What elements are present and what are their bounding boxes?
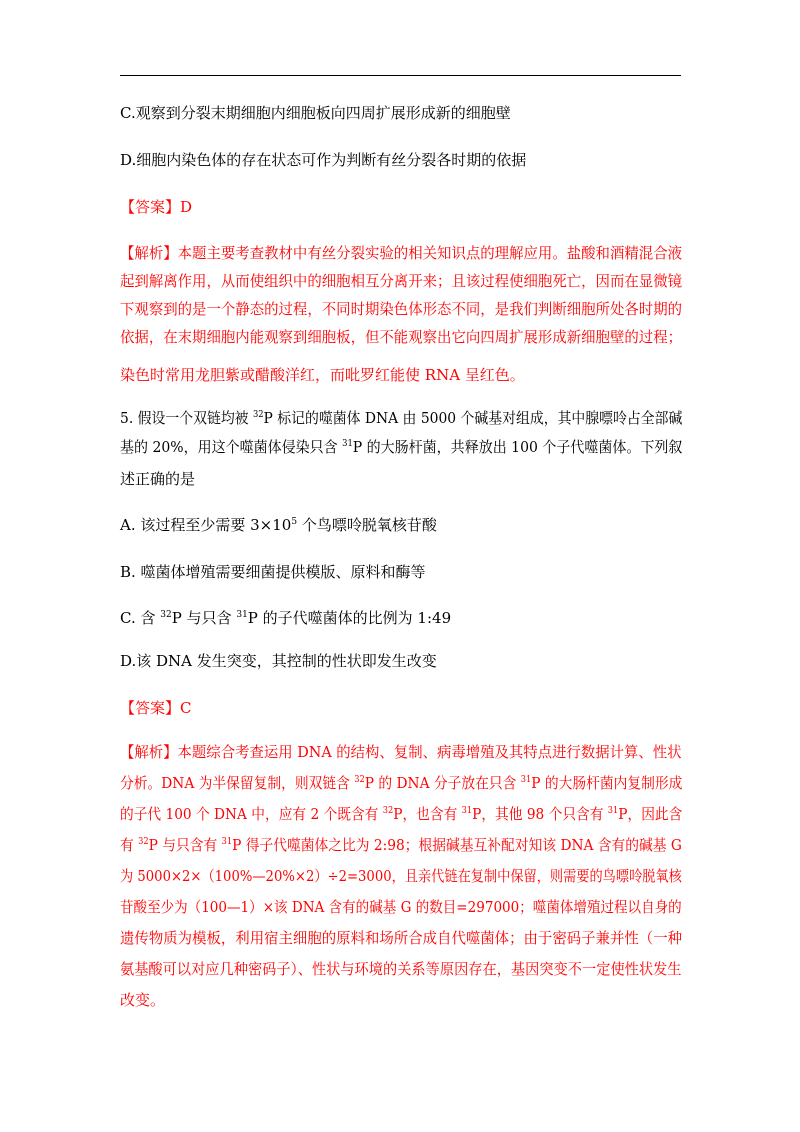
option-c: C. 含 $^{32}$P 与只含 $^{31}$P 的子代噬菌体的比例为 1:49 [120,609,452,627]
option-d-prev: D.细胞内染色体的存在状态可作为判断有丝分裂各时期的依据 [120,151,527,169]
question-5-line-3: 述正确的是 [120,470,196,488]
header-rule [120,75,681,76]
analysis-1-line-3: 下观察到的是一个静态的过程，不同时期染色体形态不同，是我们判断细胞所处各时期的 [120,300,683,318]
option-a: A. 该过程至少需要 $3\times 10^5$ 个鸟嘌呤脱氧核苷酸 [120,516,437,534]
analysis-1-line-5: 染色时常用龙胆紫或醋酸洋红，而吡罗红能使 RNA 呈红色。 [120,366,525,384]
analysis-1-line-2: 起到解离作用，从而使组织中的细胞相互分离开来；且该过程使细胞死亡，因而在显微镜 [120,272,683,290]
analysis-2-line-4: 有 $^{32}$P 与只含有 $^{31}$P 得子代噬菌体之比为 2:98；根据碱基互补配对知该 DNA 含有的碱基 G [120,836,682,854]
analysis-2-line-5: 为 5000×2×（100%—20%×2）÷2=3000，且亲代链在复制中保留，则需要的鸟嘌呤脱氧核 [120,867,682,885]
analysis-2-line-8: 氨基酸可以对应几种密码子）、性状与环境的关系等原因存在，基因突变不一定使性状发生 [120,960,682,978]
analysis-2-line-9: 改变。 [120,991,166,1009]
analysis-1-line-4: 依据，在末期细胞内能观察到细胞板，但不能观察出它向四周扩展形成新细胞壁的过程； [120,328,683,346]
analysis-2-line-7: 遗传物质为模板，利用宿主细胞的原料和场所合成自代噬菌体；由于密码子兼并性（一种 [120,929,683,947]
analysis-2-line-6: 苷酸至少为（100—1）×该 DNA 含有的碱基 G 的数目=297000；噬菌体增殖过程以自身的 [120,898,682,916]
option-d: D.该 DNA 发生突变，其控制的性状即发生改变 [120,652,437,670]
question-5-line-1: 5. 假设一个双链均被 $^{32}$P 标记的噬菌体 DNA 由 5000 个碱基对组成，其中腺嘌呤占全部碱 [120,409,683,427]
analysis-1-line-1: 【解析】本题主要考查教材中有丝分裂实验的相关知识点的理解应用。盐酸和酒精混合液 [120,244,683,262]
answer-label-1: 【答案】D [120,198,193,216]
analysis-2-line-2: 分析。DNA 为半保留复制，则双链含 $^{32}$P 的 DNA 分子放在只含 $^{31}$P 的大肠杆菌内复制形成 [120,774,683,792]
analysis-2-line-1: 【解析】本题综合考查运用 DNA 的结构、复制、病毒增殖及其特点进行数据计算、性状 [120,743,682,761]
answer-label-2: 【答案】C [120,699,192,717]
option-c-prev: C.观察到分裂末期细胞内细胞板向四周扩展形成新的细胞壁 [120,104,511,122]
question-5-line-2: 基的 20%，用这个噬菌体侵染只含 $^{31}$P 的大肠杆菌，共释放出 100 个子代噬菌体。下列叙 [120,438,683,456]
option-b: B. 噬菌体增殖需要细菌提供模版、原料和酶等 [120,563,426,581]
analysis-2-line-3: 的子代 100 个 DNA 中，应有 2 个既含有 $^{32}$P，也含有 $^{31}$P，其他 98 个只含有 $^{31}$P，因此含 [120,805,683,823]
